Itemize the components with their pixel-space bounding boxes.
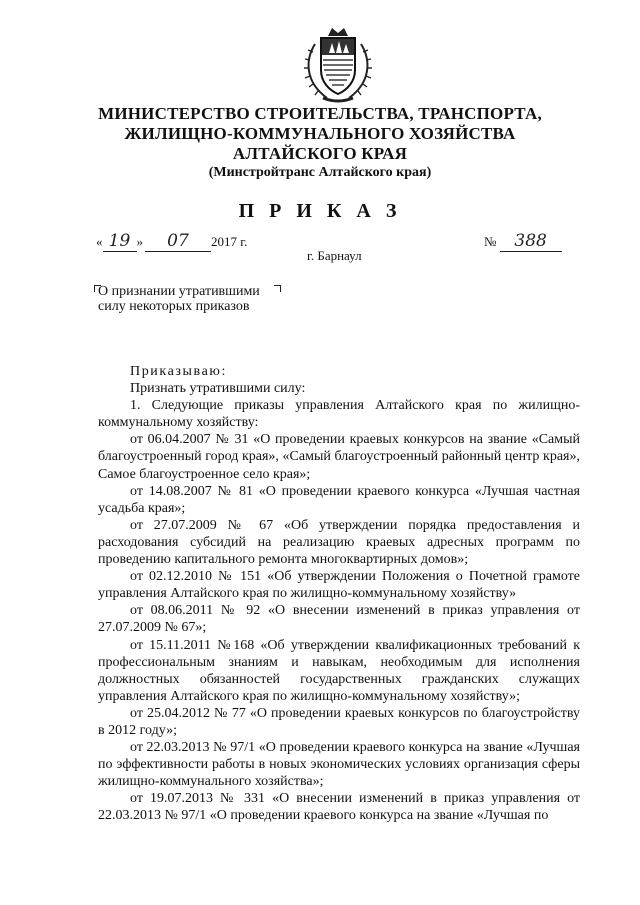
subject-line1: О признании утратившими <box>98 284 260 299</box>
body-paragraph: от 08.06.2011 № 92 «О внесении изменений в приказ управления от 27.07.2009 № 67»; <box>98 603 580 636</box>
city: г. Барнаул <box>307 248 362 263</box>
body-paragraph: от 25.04.2012 № 77 «О проведении краевых конкурсов по благоустройству в 2012 году»; <box>98 705 580 738</box>
order-body <box>98 363 580 825</box>
date-open-quote: « <box>96 234 103 249</box>
body-paragraph: от 15.11.2011 №168 «Об утверждении квалификационных требований к профессиональным знаниям и навыкам, необходимым для исполнения должностных обязанностей государственных гражданских служащих управления Алтайского края по жилищно-коммунальному хозяйству»; <box>98 637 580 704</box>
body-paragraph: от 02.12.2010 № 151 «Об утверждении Положения о Почетной грамоте управления Алтайского края по жилищно-коммунальному хозяйству» <box>98 569 580 602</box>
date-day: 19 <box>103 231 137 252</box>
date-year: 2017 г. <box>211 234 248 249</box>
ministry-name-line1: МИНИСТЕРСТВО СТРОИТЕЛЬСТВА, ТРАНСПОРТА, <box>98 104 542 123</box>
coat-of-arms-emblem <box>301 24 375 106</box>
ministry-name-line3: АЛТАЙСКОГО КРАЯ <box>232 144 408 163</box>
date-close-quote: » <box>136 234 143 249</box>
body-paragraph: от 19.07.2013 № 331 «О внесении изменений в приказ управления от 22.03.2013 № 97/1 «О проведении краевого конкурса на звание «Лучшая по <box>98 791 580 824</box>
body-paragraph: Признать утратившими силу: <box>130 381 306 397</box>
body-paragraph: 1. Следующие приказы управления Алтайского края по жилищно-коммунальному хозяйству: <box>98 398 580 431</box>
ministry-name-line2: ЖИЛИЩНО-КОММУНАЛЬНОГО ХОЗЯЙСТВА <box>124 124 516 143</box>
order-subject <box>98 284 298 314</box>
order-date <box>96 231 247 252</box>
ministry-abbreviation: (Минстройтранс Алтайского края) <box>208 165 432 180</box>
subject-line2: силу некоторых приказов <box>98 299 250 314</box>
body-paragraph: от 22.03.2013 № 97/1 «О проведении краевого конкурса на звание «Лучшая по эффективности работы в новых экономических условиях организация сферы жилищно-коммунального хозяйства»; <box>98 740 580 790</box>
command-word: Приказываю: <box>130 364 227 379</box>
date-month: 07 <box>145 231 211 252</box>
body-paragraph: от 06.04.2007 № 31 «О проведении краевых конкурсов на звание «Самый благоустроенный город края», «Самый благоустроенный районный центр края», Самое благоустроенное село края»; <box>98 432 580 482</box>
document-title: П Р И К А З <box>238 200 402 222</box>
number-label: № <box>484 234 497 249</box>
body-paragraph: от 14.08.2007 № 81 «О проведении краевого конкурса «Лучшая частная усадьба края»; <box>98 483 580 516</box>
body-paragraph: от 27.07.2009 № 67 «Об утверждении порядка предоставления и расходования субсидий на реализацию краевых адресных программ по проведению капитального ремонта многоквартирных домов»; <box>98 517 580 568</box>
order-number <box>484 231 562 252</box>
number-value: 388 <box>500 231 562 252</box>
